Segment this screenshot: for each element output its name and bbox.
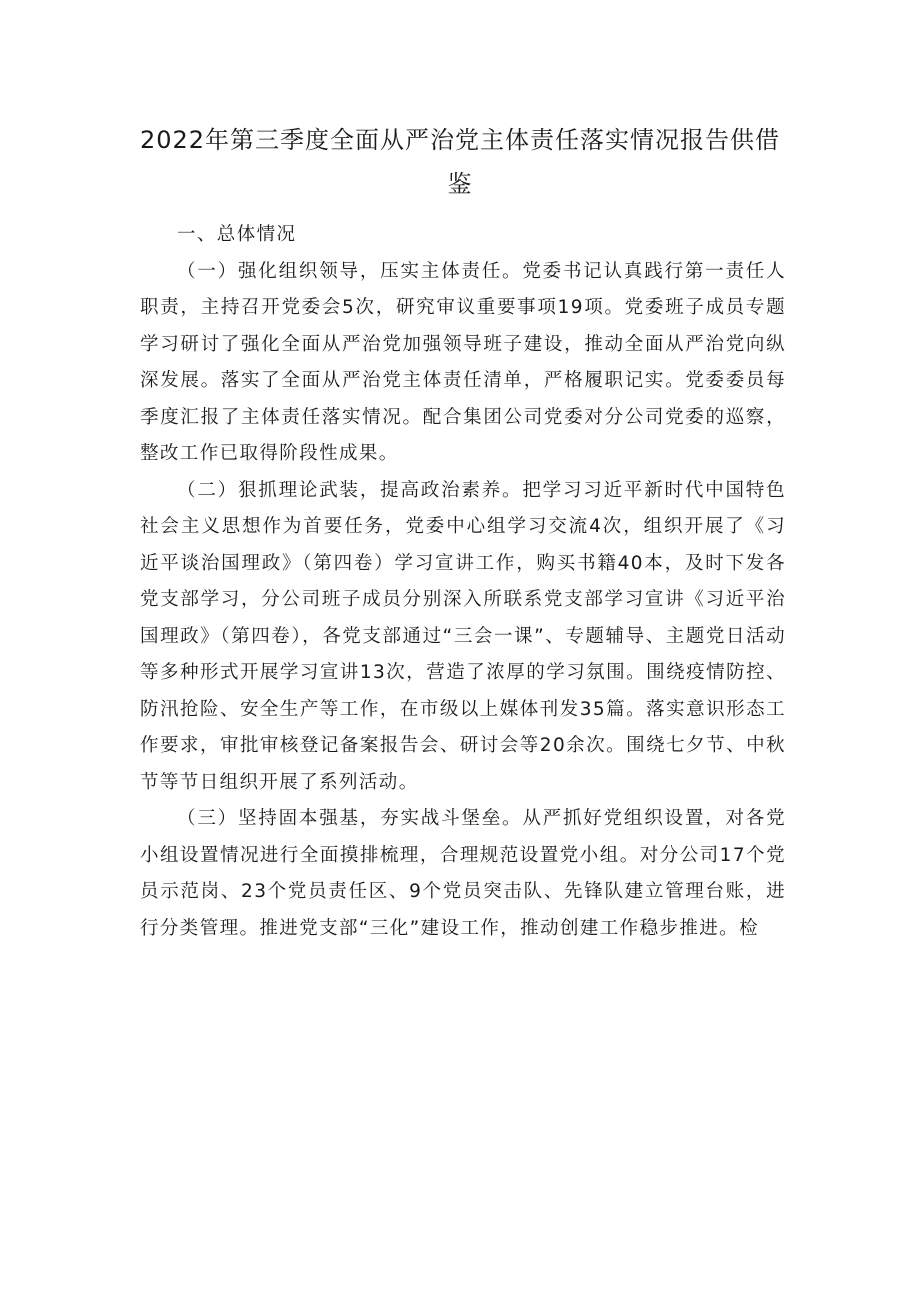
document-title: 2022年第三季度全面从严治党主体责任落实情况报告供借鉴 [139,126,781,198]
paragraph-2: （二）狠抓理论武装，提高政治素养。把学习习近平新时代中国特色社会主义思想作为首要任务，党委中心组学习交流4次，组织开展了《习近平谈治国理政》（第四卷）学习宣讲工作，购买书籍40本，及时下发各党支部学习，分公司班子成员分别深入所联系党支部学习宣讲《习近平治国理政》（第四卷），各党支部通过“三会一课”、专题辅导、主题党日活动等多种形式开展学习宣讲13次，营造了浓厚的学习氛围。围绕疫情防控、防汛抢险、安全生产等工作，在市级以上媒体刊发35篇。落实意识形态工作要求，审批审核登记备案报告会、研讨会等20余次。围绕七夕节、中秋节等节日组织开展了系列活动。 [140,479,786,793]
paragraph-1: （一）强化组织领导，压实主体责任。党委书记认真践行第一责任人职责，主持召开党委会5次，研究审议重要事项19项。党委班子成员专题学习研讨了强化全面从严治党加强领导班子建设，推动全面从严治党向纵深发展。落实了全面从严治党主体责任清单，严格履职记实。党委委员每季度汇报了主体责任落实情况。配合集团公司党委对分公司党委的巡察，整改工作已取得阶段性成果。 [140,260,786,464]
paragraph-3: （三）坚持固本强基，夯实战斗堡垒。从严抓好党组织设置，对各党小组设置情况进行全面摸排梳理，合理规范设置党小组。对分公司17个党员示范岗、23个党员责任区、9个党员突击队、先锋队建立管理台账，进行分类管理。推进党支部“三化”建设工作，推动创建工作稳步推进。检 [140,808,786,939]
document-body [140,217,786,947]
section-heading: 一、总体情况 [177,224,297,245]
